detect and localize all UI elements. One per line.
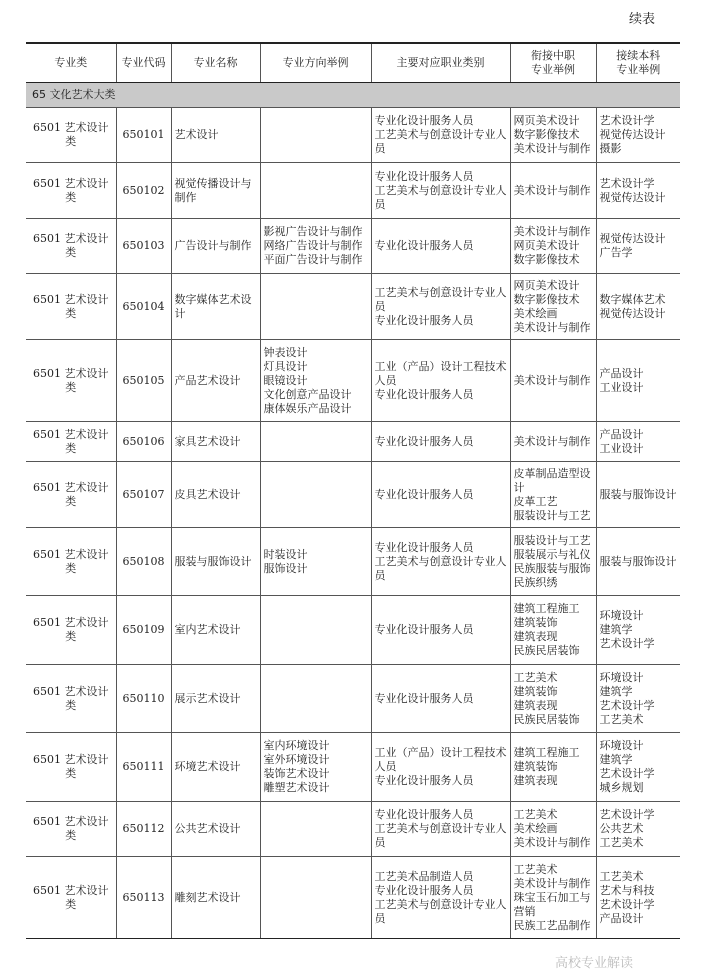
bachelor-cell: 产品设计 工业设计 (596, 340, 680, 422)
secondary-cell: 工艺美术 美术绘画 美术设计与制作 (510, 802, 596, 857)
major-name-cell: 公共艺术设计 (171, 802, 260, 857)
table-row (26, 857, 680, 939)
major-name-cell: 展示艺术设计 (171, 665, 260, 733)
major-table (26, 42, 680, 939)
direction-cell (260, 857, 371, 939)
category-row (26, 83, 680, 108)
major-name-cell: 皮具艺术设计 (171, 462, 260, 528)
table-row (26, 528, 680, 596)
occupation-cell: 专业化设计服务人员 (371, 422, 510, 462)
header-cell: 专业方向举例 (260, 43, 371, 83)
major-class-cell: 6501 艺术设计类 (26, 857, 116, 939)
major-code-cell: 650104 (116, 274, 171, 340)
header-cell: 衔接中职 专业举例 (510, 43, 596, 83)
direction-cell (260, 274, 371, 340)
table-row (26, 596, 680, 665)
bachelor-cell: 服装与服饰设计 (596, 462, 680, 528)
secondary-cell: 美术设计与制作 (510, 163, 596, 219)
major-name-cell: 艺术设计 (171, 108, 260, 163)
header-cell: 接续本科 专业举例 (596, 43, 680, 83)
direction-cell (260, 108, 371, 163)
occupation-cell: 工业（产品）设计工程技术人员 专业化设计服务人员 (371, 733, 510, 802)
bachelor-cell: 艺术设计学 视觉传达设计 (596, 163, 680, 219)
bachelor-cell: 产品设计 工业设计 (596, 422, 680, 462)
major-code-cell: 650113 (116, 857, 171, 939)
bachelor-cell: 服装与服饰设计 (596, 528, 680, 596)
header-cell: 专业名称 (171, 43, 260, 83)
major-class-cell: 6501 艺术设计类 (26, 422, 116, 462)
direction-cell: 室内环境设计 室外环境设计 装饰艺术设计 雕塑艺术设计 (260, 733, 371, 802)
major-class-cell: 6501 艺术设计类 (26, 108, 116, 163)
direction-cell (260, 596, 371, 665)
major-class-cell: 6501 艺术设计类 (26, 665, 116, 733)
occupation-cell: 工业（产品）设计工程技术人员 专业化设计服务人员 (371, 340, 510, 422)
major-class-cell: 6501 艺术设计类 (26, 802, 116, 857)
direction-cell: 时装设计 服饰设计 (260, 528, 371, 596)
table-row (26, 665, 680, 733)
direction-cell (260, 163, 371, 219)
bachelor-cell: 环境设计 建筑学 艺术设计学 工艺美术 (596, 665, 680, 733)
bachelor-cell: 环境设计 建筑学 艺术设计学 (596, 596, 680, 665)
header-cell: 专业类 (26, 43, 116, 83)
major-class-cell: 6501 艺术设计类 (26, 462, 116, 528)
continued-label: 续表 (628, 12, 655, 27)
major-code-cell: 650106 (116, 422, 171, 462)
secondary-cell: 服装设计与工艺 服装展示与礼仪 民族服装与服饰 民族织绣 (510, 528, 596, 596)
major-code-cell: 650102 (116, 163, 171, 219)
secondary-cell: 网页美术设计 数字影像技术 美术设计与制作 (510, 108, 596, 163)
table-row (26, 733, 680, 802)
bachelor-cell: 视觉传达设计 广告学 (596, 219, 680, 274)
occupation-cell: 专业化设计服务人员 工艺美术与创意设计专业人员 (371, 802, 510, 857)
occupation-cell: 专业化设计服务人员 工艺美术与创意设计专业人员 (371, 163, 510, 219)
major-class-cell: 6501 艺术设计类 (26, 163, 116, 219)
major-code-cell: 650103 (116, 219, 171, 274)
bachelor-cell: 艺术设计学 视觉传达设计 摄影 (596, 108, 680, 163)
category-label: 65 文化艺术大类 (26, 83, 680, 108)
secondary-cell: 美术设计与制作 网页美术设计 数字影像技术 (510, 219, 596, 274)
occupation-cell: 专业化设计服务人员 工艺美术与创意设计专业人员 (371, 108, 510, 163)
major-name-cell: 产品艺术设计 (171, 340, 260, 422)
major-name-cell: 服装与服饰设计 (171, 528, 260, 596)
direction-cell: 钟表设计 灯具设计 眼镜设计 文化创意产品设计 康体娱乐产品设计 (260, 340, 371, 422)
bachelor-cell: 工艺美术 艺术与科技 艺术设计学 产品设计 (596, 857, 680, 939)
table-row (26, 274, 680, 340)
secondary-cell: 工艺美术 美术设计与制作 珠宝玉石加工与营销 民族工艺品制作 (510, 857, 596, 939)
secondary-cell: 建筑工程施工 建筑装饰 建筑表现 民族民居装饰 (510, 596, 596, 665)
secondary-cell: 美术设计与制作 (510, 340, 596, 422)
major-code-cell: 650107 (116, 462, 171, 528)
bachelor-cell: 环境设计 建筑学 艺术设计学 城乡规划 (596, 733, 680, 802)
secondary-cell: 网页美术设计 数字影像技术 美术绘画 美术设计与制作 (510, 274, 596, 340)
direction-cell: 影视广告设计与制作 网络广告设计与制作 平面广告设计与制作 (260, 219, 371, 274)
direction-cell (260, 422, 371, 462)
table-row (26, 108, 680, 163)
major-name-cell: 广告设计与制作 (171, 219, 260, 274)
secondary-cell: 建筑工程施工 建筑装饰 建筑表现 (510, 733, 596, 802)
major-name-cell: 数字媒体艺术设计 (171, 274, 260, 340)
major-code-cell: 650105 (116, 340, 171, 422)
occupation-cell: 工艺美术品制造人员 专业化设计服务人员 工艺美术与创意设计专业人员 (371, 857, 510, 939)
major-class-cell: 6501 艺术设计类 (26, 340, 116, 422)
occupation-cell: 专业化设计服务人员 (371, 462, 510, 528)
bachelor-cell: 艺术设计学 公共艺术 工艺美术 (596, 802, 680, 857)
major-class-cell: 6501 艺术设计类 (26, 733, 116, 802)
watermark-text: 高校专业解读 (555, 956, 634, 971)
table-row (26, 340, 680, 422)
major-name-cell: 视觉传播设计与制作 (171, 163, 260, 219)
header-cell: 专业代码 (116, 43, 171, 83)
major-code-cell: 650109 (116, 596, 171, 665)
major-class-cell: 6501 艺术设计类 (26, 219, 116, 274)
table-row (26, 802, 680, 857)
major-class-cell: 6501 艺术设计类 (26, 596, 116, 665)
direction-cell (260, 802, 371, 857)
secondary-cell: 工艺美术 建筑装饰 建筑表现 民族民居装饰 (510, 665, 596, 733)
table-row (26, 422, 680, 462)
occupation-cell: 专业化设计服务人员 (371, 596, 510, 665)
major-name-cell: 家具艺术设计 (171, 422, 260, 462)
major-code-cell: 650111 (116, 733, 171, 802)
occupation-cell: 专业化设计服务人员 (371, 665, 510, 733)
major-name-cell: 环境艺术设计 (171, 733, 260, 802)
occupation-cell: 工艺美术与创意设计专业人员 专业化设计服务人员 (371, 274, 510, 340)
occupation-cell: 专业化设计服务人员 (371, 219, 510, 274)
secondary-cell: 美术设计与制作 (510, 422, 596, 462)
major-name-cell: 室内艺术设计 (171, 596, 260, 665)
header-cell: 主要对应职业类别 (371, 43, 510, 83)
major-code-cell: 650108 (116, 528, 171, 596)
major-class-cell: 6501 艺术设计类 (26, 528, 116, 596)
table-row (26, 462, 680, 528)
major-code-cell: 650101 (116, 108, 171, 163)
major-class-cell: 6501 艺术设计类 (26, 274, 116, 340)
occupation-cell: 专业化设计服务人员 工艺美术与创意设计专业人员 (371, 528, 510, 596)
major-code-cell: 650112 (116, 802, 171, 857)
major-name-cell: 雕刻艺术设计 (171, 857, 260, 939)
direction-cell (260, 462, 371, 528)
table-row (26, 219, 680, 274)
bachelor-cell: 数字媒体艺术 视觉传达设计 (596, 274, 680, 340)
table-row (26, 163, 680, 219)
secondary-cell: 皮革制品造型设计 皮革工艺 服装设计与工艺 (510, 462, 596, 528)
direction-cell (260, 665, 371, 733)
header-row (26, 43, 680, 83)
major-code-cell: 650110 (116, 665, 171, 733)
